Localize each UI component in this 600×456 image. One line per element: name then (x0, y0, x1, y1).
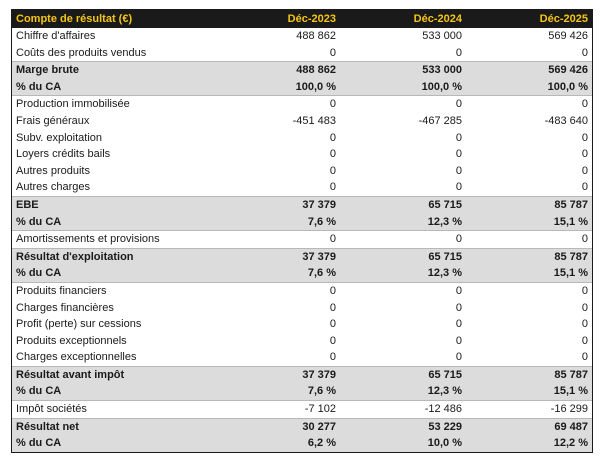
row-value: 0 (581, 131, 588, 144)
row-value: 0 (329, 148, 336, 161)
table-row (12, 163, 592, 180)
row-value: 0 (466, 231, 592, 249)
row-label: Autres charges (16, 181, 90, 194)
row-label: Production immobilisée (12, 96, 214, 113)
row-label: % du CA (12, 435, 214, 452)
row-label: Résultat d'exploitation (12, 248, 214, 265)
row-label: % du CA (12, 265, 214, 282)
row-value: 69 487 (466, 418, 592, 435)
table-row (12, 435, 592, 452)
row-label: % du CA (12, 79, 214, 96)
row-value: 100,0 % (466, 79, 592, 96)
row-value: 85 787 (466, 248, 592, 265)
row-value: -451 483 (292, 114, 336, 127)
row-value: 0 (581, 164, 588, 177)
row-value: 12,2 % (466, 435, 592, 452)
table-row (12, 130, 592, 147)
row-value: 7,6 % (214, 265, 340, 282)
row-value: 0 (329, 181, 336, 194)
row-value: 7,6 % (214, 214, 340, 231)
row-value: -467 285 (418, 114, 462, 127)
row-value: 488 862 (214, 62, 340, 79)
table-row (12, 214, 592, 231)
row-value: 0 (581, 301, 588, 314)
row-label: Charges financières (16, 301, 114, 314)
row-label: EBE (12, 196, 214, 213)
table-row (12, 45, 592, 62)
row-value: 0 (455, 181, 462, 194)
row-label: Coûts des produits vendus (16, 46, 147, 59)
row-value: 100,0 % (340, 79, 466, 96)
row-value: 0 (455, 131, 462, 144)
table-row (12, 333, 592, 350)
table-header-row (12, 10, 592, 28)
row-value: 12,3 % (340, 383, 466, 400)
row-label: Charges exceptionnelles (16, 351, 137, 364)
table-row (12, 383, 592, 400)
row-value: 0 (581, 181, 588, 194)
table-row (12, 146, 592, 163)
row-label: Profit (perte) sur cessions (16, 318, 142, 331)
row-value: 533 000 (422, 30, 462, 42)
row-value: 37 379 (214, 366, 340, 383)
row-value: 37 379 (214, 248, 340, 265)
row-value: 533 000 (340, 62, 466, 79)
row-value: 569 426 (466, 62, 592, 79)
row-value: 10,0 % (340, 435, 466, 452)
row-value: -483 640 (544, 114, 588, 127)
row-value: 7,6 % (214, 383, 340, 400)
table-row (12, 62, 592, 79)
row-value: 0 (466, 96, 592, 113)
row-value: 0 (455, 301, 462, 314)
table-row (12, 96, 592, 113)
row-value: -16 299 (466, 401, 592, 419)
row-label: Produits financiers (12, 282, 214, 299)
table-row (12, 282, 592, 299)
row-value: 15,1 % (466, 214, 592, 231)
table-row (12, 79, 592, 96)
row-value: 569 426 (548, 30, 588, 42)
row-value: 0 (581, 334, 588, 347)
row-value: 0 (329, 46, 336, 59)
row-value: 85 787 (466, 196, 592, 213)
row-value: 0 (214, 231, 340, 249)
table-row (12, 28, 592, 45)
row-value: 30 277 (214, 418, 340, 435)
row-label: Subv. exploitation (16, 131, 103, 144)
row-label: Résultat avant impôt (12, 366, 214, 383)
row-value: 15,1 % (466, 265, 592, 282)
row-value: 0 (581, 46, 588, 59)
row-value: 15,1 % (466, 383, 592, 400)
row-value: 0 (214, 96, 340, 113)
row-value: 65 715 (340, 248, 466, 265)
row-value: 0 (329, 164, 336, 177)
row-value: 0 (329, 351, 336, 364)
year-column-header: Déc-2024 (340, 10, 466, 28)
table-row (12, 196, 592, 213)
row-label: Marge brute (12, 62, 214, 79)
row-value: 0 (340, 282, 466, 299)
row-value: 0 (455, 164, 462, 177)
row-value: 0 (455, 351, 462, 364)
row-label: Impôt sociétés (12, 401, 214, 419)
row-label: Amortissements et provisions (12, 231, 214, 249)
row-value: 0 (329, 318, 336, 331)
row-value: 0 (340, 96, 466, 113)
row-value: 0 (455, 318, 462, 331)
row-label: Frais généraux (16, 114, 90, 127)
row-value: 0 (455, 148, 462, 161)
table-row (12, 300, 592, 317)
row-value: 12,3 % (340, 214, 466, 231)
row-value: 65 715 (340, 366, 466, 383)
table-row (12, 179, 592, 196)
table-row (12, 401, 592, 419)
table-body (12, 28, 592, 452)
row-value: 0 (214, 282, 340, 299)
row-value: 100,0 % (214, 79, 340, 96)
table-row (12, 113, 592, 130)
table-row (12, 349, 592, 366)
row-label: Produits exceptionnels (16, 334, 127, 347)
income-statement-table (11, 9, 593, 453)
row-value: 0 (581, 318, 588, 331)
table-row (12, 231, 592, 249)
row-value: 0 (455, 334, 462, 347)
row-value: 85 787 (466, 366, 592, 383)
row-value: 488 862 (296, 30, 336, 42)
row-value: -7 102 (214, 401, 340, 419)
table-row (12, 366, 592, 383)
row-value: 0 (455, 46, 462, 59)
row-label: Chiffre d'affaires (16, 30, 96, 42)
table-title: Compte de résultat (€) (12, 10, 214, 28)
row-label: % du CA (12, 214, 214, 231)
row-value: 0 (581, 148, 588, 161)
row-value: 37 379 (214, 196, 340, 213)
row-value: 0 (329, 301, 336, 314)
table-row (12, 316, 592, 333)
row-value: 65 715 (340, 196, 466, 213)
row-label: Loyers crédits bails (16, 148, 111, 161)
row-label: Autres produits (16, 164, 90, 177)
table-row (12, 248, 592, 265)
row-value: -12 486 (340, 401, 466, 419)
row-value: 0 (340, 231, 466, 249)
year-column-header: Déc-2023 (214, 10, 340, 28)
row-value: 0 (581, 351, 588, 364)
row-value: 0 (466, 282, 592, 299)
table-row (12, 418, 592, 435)
row-value: 6,2 % (214, 435, 340, 452)
table-row (12, 265, 592, 282)
year-column-header: Déc-2025 (466, 10, 592, 28)
row-value: 53 229 (340, 418, 466, 435)
row-value: 12,3 % (340, 265, 466, 282)
row-value: 0 (329, 131, 336, 144)
row-label: % du CA (12, 383, 214, 400)
row-label: Résultat net (12, 418, 214, 435)
row-value: 0 (329, 334, 336, 347)
